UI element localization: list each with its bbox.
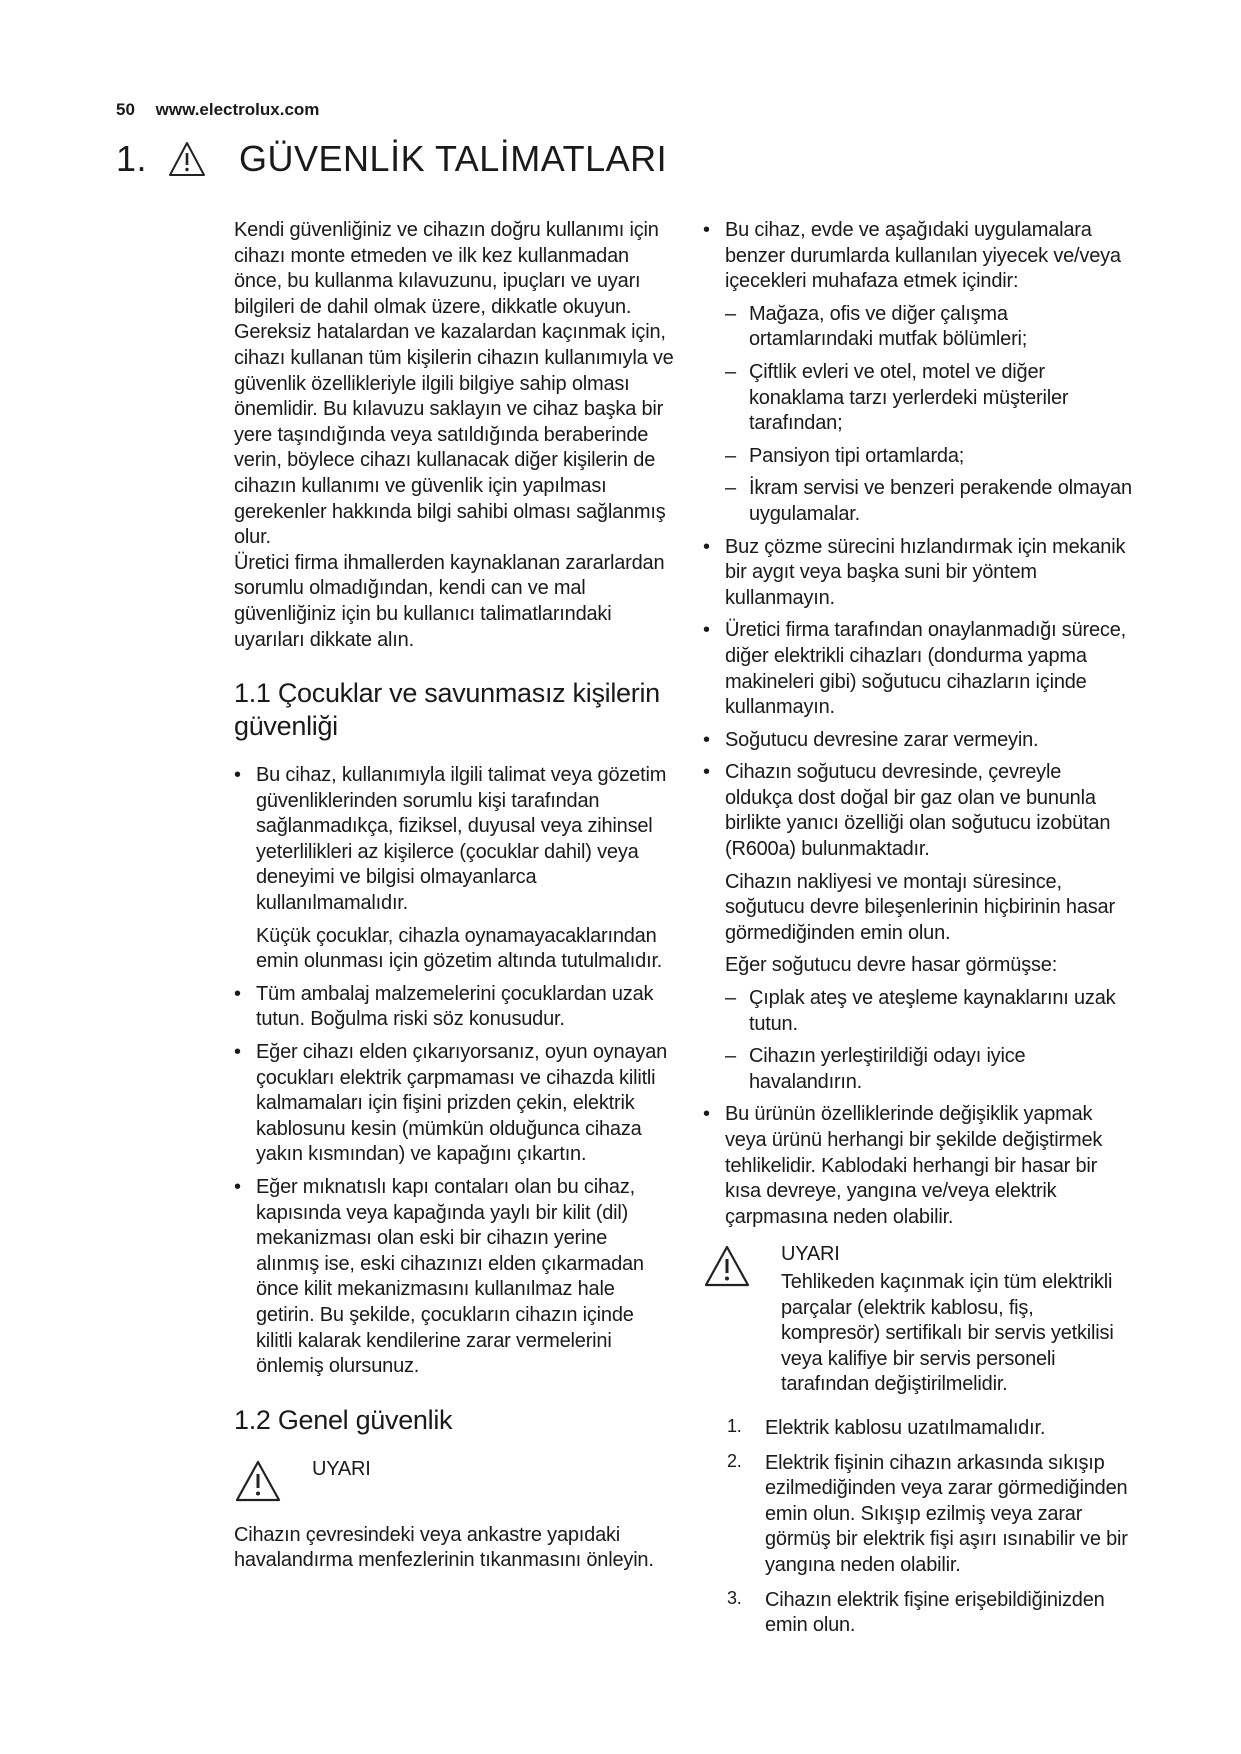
- warning-triangle-icon: [167, 139, 207, 179]
- numbered-item-text: Elektrik kablosu uzatılmamalıdır.: [765, 1416, 1046, 1439]
- numbered-item: [703, 1416, 1133, 1442]
- warning-text: Tehlikeden kaçınmak için tüm elektrikli parçalar (elektrik kablosu, fiş, kompresör) sertifikalı bir servis yetkilisi veya kalifiye bir servis personeli tarafından değiştirilmelidir.: [781, 1270, 1114, 1396]
- list-item: [703, 535, 1133, 612]
- numbered-item-number: 2.: [727, 1450, 742, 1471]
- list-item-subparagraph: Cihazın nakliyesi ve montajı süresince, soğutucu devre bileşenlerinin hiçbirinin hasar görmediğinden emin olun.: [725, 870, 1115, 944]
- list-item: [703, 1102, 1133, 1230]
- list-item: [703, 218, 1133, 295]
- dash-item: [703, 476, 1133, 527]
- warning-label: UYARI: [312, 1457, 371, 1480]
- page-number: 50: [116, 100, 135, 119]
- dash-item: [703, 986, 1133, 1037]
- dash-item: [703, 444, 1133, 470]
- left-column: [234, 218, 674, 1574]
- dash-marker: –: [725, 1045, 736, 1068]
- warning-triangle-icon: [703, 1244, 751, 1288]
- dash-item-text: Cihazın yerleştirildiği odayı iyice havalandırın.: [749, 1045, 1026, 1093]
- ventilation-paragraph: Cihazın çevresindeki veya ankastre yapıdaki havalandırma menfezlerinin tıkanmasını önleyin.: [234, 1523, 654, 1572]
- list-item-text: Buz çözme sürecini hızlandırmak için mekanik bir aygıt veya başka suni bir yöntem kullanmayın.: [725, 535, 1126, 609]
- dash-marker: –: [725, 987, 736, 1010]
- dash-marker: –: [725, 477, 736, 500]
- website-url[interactable]: www.electrolux.com: [155, 100, 320, 119]
- dash-item: [703, 360, 1133, 437]
- bullet-marker: •: [234, 764, 241, 787]
- page-title: [116, 138, 667, 180]
- title-number: 1.: [116, 138, 148, 179]
- intro-paragraph-2: Üretici firma ihmallerden kaynaklanan zararlardan sorumlu olmadığından, kendi can ve mal güvenliğiniz için bu kullanıcı talimatlarındaki uyarıları dikkate alın.: [234, 551, 665, 651]
- bullet-marker: •: [234, 1176, 241, 1198]
- list-item: [703, 728, 1133, 754]
- list-item-text: Cihazın soğutucu devresinde, çevreyle oldukça dost doğal bir gaz olan ve bununla birlikte yanıcı özelliği olan soğutucu izobütan (R600a) bulunmaktadır.: [725, 761, 1111, 861]
- dash-item-text: Çıplak ateş ve ateşleme kaynaklarını uzak tutun.: [749, 987, 1116, 1035]
- right-column: [703, 218, 1133, 1648]
- list-item-text: Bu cihaz, kullanımıyla ilgili talimat veya gözetim güvenliklerinden sorumlu kişi tarafından sağlanmadıkça, fiziksel, duyusal veya zihinsel yeterlilikleri az kişilerce (çocuklar dahil) veya deneyimi ve bilgisi olmayanlarca kullanılmamalıdır.: [256, 764, 667, 915]
- list-item: [234, 982, 674, 1033]
- warning-triangle-icon: [234, 1459, 282, 1503]
- dash-marker: –: [725, 360, 736, 383]
- list-item-text: Tüm ambalaj malzemelerini çocuklardan uzak tutun. Boğulma riski söz konusudur.: [256, 982, 654, 1031]
- list-item-text: Bu ürünün özelliklerinde değişiklik yapmak veya ürünü herhangi bir şekilde değiştirmek tehlikelidir. Kablodaki herhangi bir hasar bir kısa devreye, yangına ve/veya elektrik çarpmasına neden olabilir.: [725, 1103, 1103, 1228]
- list-item-subparagraph: Küçük çocuklar, cihazla oynamayacaklarından emin olunması için gözetim altında tutulmalıdır.: [256, 924, 663, 973]
- dash-item-text: Mağaza, ofis ve diğer çalışma ortamlarındaki mutfak bölümleri;: [749, 302, 1028, 351]
- bullet-marker: •: [703, 219, 710, 241]
- numbered-item: [703, 1588, 1133, 1639]
- list-item-text: Üretici firma tarafından onaylanmadığı sürece, diğer elektrikli cihazları (dondurma yapma makineleri gibi) soğutucu cihazların içinde kullanmayın.: [725, 619, 1126, 719]
- section-heading-general-safety: 1.2 Genel güvenlik: [234, 1404, 453, 1435]
- bullet-marker: •: [703, 728, 710, 751]
- numbered-item: [703, 1451, 1133, 1579]
- bullet-marker: •: [703, 535, 710, 558]
- list-item-text: Eğer cihazı elden çıkarıyorsanız, oyun oynayan çocukları elektrik çarpmaması ve cihazda kilitli kalmamaları için fişini prizden çekin, elektrik kablosunu kesin (mümkün olduğunca cihaza yakın kısmından) ve kapağını çıkartın.: [256, 1041, 668, 1166]
- warning-label: UYARI: [781, 1243, 840, 1266]
- dash-item-text: Çiftlik evleri ve otel, motel ve diğer konaklama tarzı yerlerdeki müşteriler tarafından;: [749, 360, 1069, 435]
- intro-paragraph-1: Kendi güvenliğiniz ve cihazın doğru kullanımı için cihazı monte etmeden ve ilk kez kullanmadan önce, bu kullanma kılavuzunu, ipuçları ve uyarı bilgileri de dahil olmak üzere, dikkatle okuyun. Gereksiz hatalardan ve kazalardan kaçınmak için, cihazı kullanan tüm kişilerin cihazın kullanımıyla ve güvenlik özellikleriyle ilgili bilgiye sahip olması önemlidir. Bu kılavuzu saklayın ve cihaz başka bir yere taşındığında veya satıldığında beraberinde verin, böylece cihazı kullanacak diğer kişilerin de cihazın kullanımı ve güvenlik için yapılması gerekenler hakkında bilgi sahibi olması sağlanmış olur.: [234, 219, 674, 549]
- list-item: [703, 760, 1133, 862]
- bullet-marker: •: [234, 982, 241, 1005]
- list-item-text: Eğer mıknatıslı kapı contaları olan bu cihaz, kapısında veya kapağında yaylı bir kilit (dil) mekanizması olan eski bir cihazın yerine alınmış ise, eski cihazınızı elden çıkarmadan önce kilit mekanizmasını kullanılmaz hale getirin. Bu şekilde, çocukların cihazın içinde kilitli kalarak kendilerine zarar vermelerini önlemiş olursunuz.: [256, 1176, 644, 1378]
- numbered-item-number: 3.: [727, 1587, 742, 1608]
- page-header: [116, 100, 319, 120]
- dash-item-text: Pansiyon tipi ortamlarda;: [749, 444, 965, 467]
- bullet-marker: •: [234, 1041, 241, 1064]
- section-heading-children-safety: 1.1 Çocuklar ve savunmasız kişilerin güvenliği: [234, 678, 660, 742]
- dash-marker: –: [725, 444, 736, 467]
- warning-content: [781, 1242, 1133, 1398]
- list-item: [234, 1175, 674, 1380]
- numbered-list: [703, 1416, 1133, 1639]
- numbered-item-text: Cihazın elektrik fişine erişebildiğinizden emin olun.: [765, 1588, 1105, 1637]
- dash-item: [703, 302, 1133, 353]
- warning-block: [703, 1242, 1133, 1398]
- title-text: GÜVENLİK TALİMATLARI: [239, 138, 668, 179]
- dash-item: [703, 1044, 1133, 1095]
- list-item: [703, 618, 1133, 720]
- list-item-subparagraph: Eğer soğutucu devre hasar görmüşse:: [725, 954, 1058, 977]
- warning-block: [234, 1457, 674, 1503]
- numbered-item-number: 1.: [727, 1415, 742, 1436]
- dash-item-text: İkram servisi ve benzeri perakende olmayan uygulamalar.: [749, 477, 1132, 525]
- bullet-marker: •: [703, 761, 710, 784]
- bullet-marker: •: [703, 619, 710, 642]
- list-item: [234, 763, 674, 917]
- list-item-text: Bu cihaz, evde ve aşağıdaki uygulamalara benzer durumlarda kullanılan yiyecek ve/veya içecekleri muhafaza etmek içindir:: [725, 219, 1121, 293]
- dash-marker: –: [725, 302, 736, 325]
- list-item: [234, 1040, 674, 1168]
- list-item-text: Soğutucu devresine zarar vermeyin.: [725, 728, 1039, 751]
- bullet-marker: •: [703, 1103, 710, 1126]
- numbered-item-text: Elektrik fişinin cihazın arkasında sıkışıp ezilmediğinden veya zarar görmediğinden emin olun. Sıkışıp ezilmiş veya zarar görmüş bir elektrik fişi aşırı ısınabilir ve bir yangına neden olabilir.: [765, 1451, 1128, 1576]
